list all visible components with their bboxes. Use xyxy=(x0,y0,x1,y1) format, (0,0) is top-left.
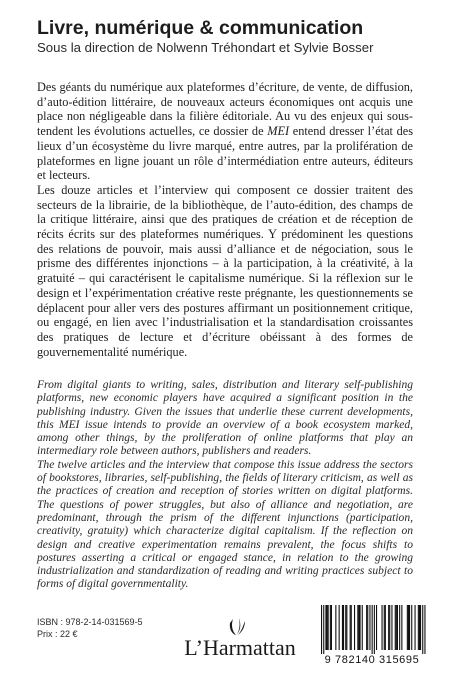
barcode-bar xyxy=(391,605,392,650)
barcode-bar xyxy=(399,605,400,650)
barcode-bar xyxy=(395,605,396,650)
barcode-bar xyxy=(411,605,412,650)
summary-english-paragraph-2: The twelve articles and the interview that compose this issue address the sectors of bookstores, libraries, self-publishing, the fields of literary criticism, as well as the practices of creation and reception of stories written on digital platforms. The questions of power struggles, but also of alliance and negotiation, are predominant, through the prism of the different injunctions (participation, creativity, gratuity) which characterize digital capitalism. If the reflection on design and creative experimentation remains prevalent, the focus shifts to postures asserting a critical or engaged stance, in relation to the growing industrialization and standardization of reading and writing practices subject to forms of digital governmentality. xyxy=(37,458,413,591)
barcode-bar xyxy=(419,605,420,650)
barcode-bar xyxy=(388,605,389,650)
barcode-bar xyxy=(345,605,346,650)
book-title: Livre, numérique & communication xyxy=(37,17,364,39)
barcode-bar xyxy=(418,605,419,650)
summary-english-paragraph-1: From digital giants to writing, sales, distribution and literary self-publishing platforms, new economic players have acquired a significant position in the publishing industry. Given the issues that underlie these current developments, this MEI issue intends to provide an overview of a book ecosystem marked, among other things, by the proliferation of online platforms that play an intermediary role between authors, publishers and readers. xyxy=(37,379,413,458)
barcode-bar xyxy=(401,605,402,650)
publisher-name: L’Harmattan xyxy=(184,635,296,660)
book-price: Prix : 22 € xyxy=(37,629,78,639)
barcode-bar xyxy=(374,605,375,654)
book-editors: Sous la direction de Nolwenn Tréhondart et Sylvie Bosser xyxy=(37,40,374,55)
barcode-bar xyxy=(354,605,355,650)
isbn-number: ISBN : 978-2-14-031569-5 xyxy=(37,617,143,627)
barcode-bar xyxy=(408,605,409,650)
barcode-bar xyxy=(335,605,336,650)
barcode-bar xyxy=(367,605,368,650)
barcode-bar xyxy=(360,605,361,650)
book-identifiers xyxy=(37,616,143,640)
barcode-bar xyxy=(420,605,421,650)
barcode-bar xyxy=(415,605,416,650)
barcode-bar xyxy=(409,605,410,650)
barcode-bar xyxy=(382,605,383,650)
barcode-bars xyxy=(321,605,426,654)
summary-french xyxy=(37,80,413,359)
summary-french-paragraph-1: Des géants du numérique aux plateformes d’écriture, de vente, de diffusion, d’auto-édition littéraire, de nouveaux acteurs économiques ont acquis une place non négligeable dans la filière éditoriale. Au vu des enjeux qui sous-tendent les évolutions actuelles, ce dossier de MEI entend dresser l’état des lieux d’un écosystème du livre marqué, entre autres, par la prolifération de plateformes en ligne jouant un rôle d’intermédiation entre auteurs, éditeurs et lecteurs. xyxy=(37,80,413,183)
barcode-bar xyxy=(343,605,344,650)
barcode-bar xyxy=(376,605,377,650)
barcode-digits: 9 782140 315695 xyxy=(324,654,420,665)
barcode-bar xyxy=(424,605,425,654)
barcode-bar xyxy=(407,605,408,650)
barcode-bar xyxy=(325,605,326,650)
barcode-bar xyxy=(323,605,324,654)
barcode-bar xyxy=(350,605,351,650)
barcode-bar xyxy=(384,605,385,650)
barcode-bar xyxy=(321,605,322,654)
barcode-bar xyxy=(351,605,352,650)
barcode-bar xyxy=(327,605,328,650)
barcode-bar xyxy=(396,605,397,650)
barcode-bar xyxy=(346,605,347,650)
barcode-bar xyxy=(422,605,423,654)
barcode-bar xyxy=(330,605,331,650)
barcode-bar xyxy=(372,605,373,654)
barcode-bar xyxy=(357,605,358,650)
barcode-bar xyxy=(385,605,386,650)
summary-english xyxy=(37,379,413,592)
barcode-bar xyxy=(369,605,370,650)
isbn-barcode xyxy=(311,603,433,665)
publisher-logo xyxy=(175,617,305,661)
barcode-bar xyxy=(366,605,367,650)
summary-french-paragraph-2: Les douze articles et l’interview qui composent ce dossier traitent des secteurs de la librairie, de la bibliothèque, de l’auto-édition, des champs de la critique littéraire, ainsi que des pratiques de création et de réception de récits écrits sur des plateformes numériques. Y prédominent les questions des relations de pouvoir, mais aussi d’alliance et de négociation, sous le prisme des différentes injonctions – à la participation, à la créativité, à la gratuité – qui caractérisent le capitalisme numérique. Si la réflexion sur le design et l’expérimentation créative reste prégnante, les questionnements se déplacent pour aller vers des postures affirmant un positionnement critique, ou engagé, en lien avec l’industrialisation et la standardisation croissantes des pratiques de lecture et d’écriture obéissant à des formes de gouvernementalité numérique. xyxy=(37,182,413,359)
barcode-bar xyxy=(328,605,329,650)
barcode-bar xyxy=(358,605,359,650)
barcode-bar xyxy=(397,605,398,650)
barcode-bar xyxy=(342,605,343,650)
barcode-bar xyxy=(339,605,340,650)
barcode-bar xyxy=(389,605,390,650)
barcode-bar xyxy=(331,605,332,650)
barcode-bar xyxy=(362,605,363,650)
